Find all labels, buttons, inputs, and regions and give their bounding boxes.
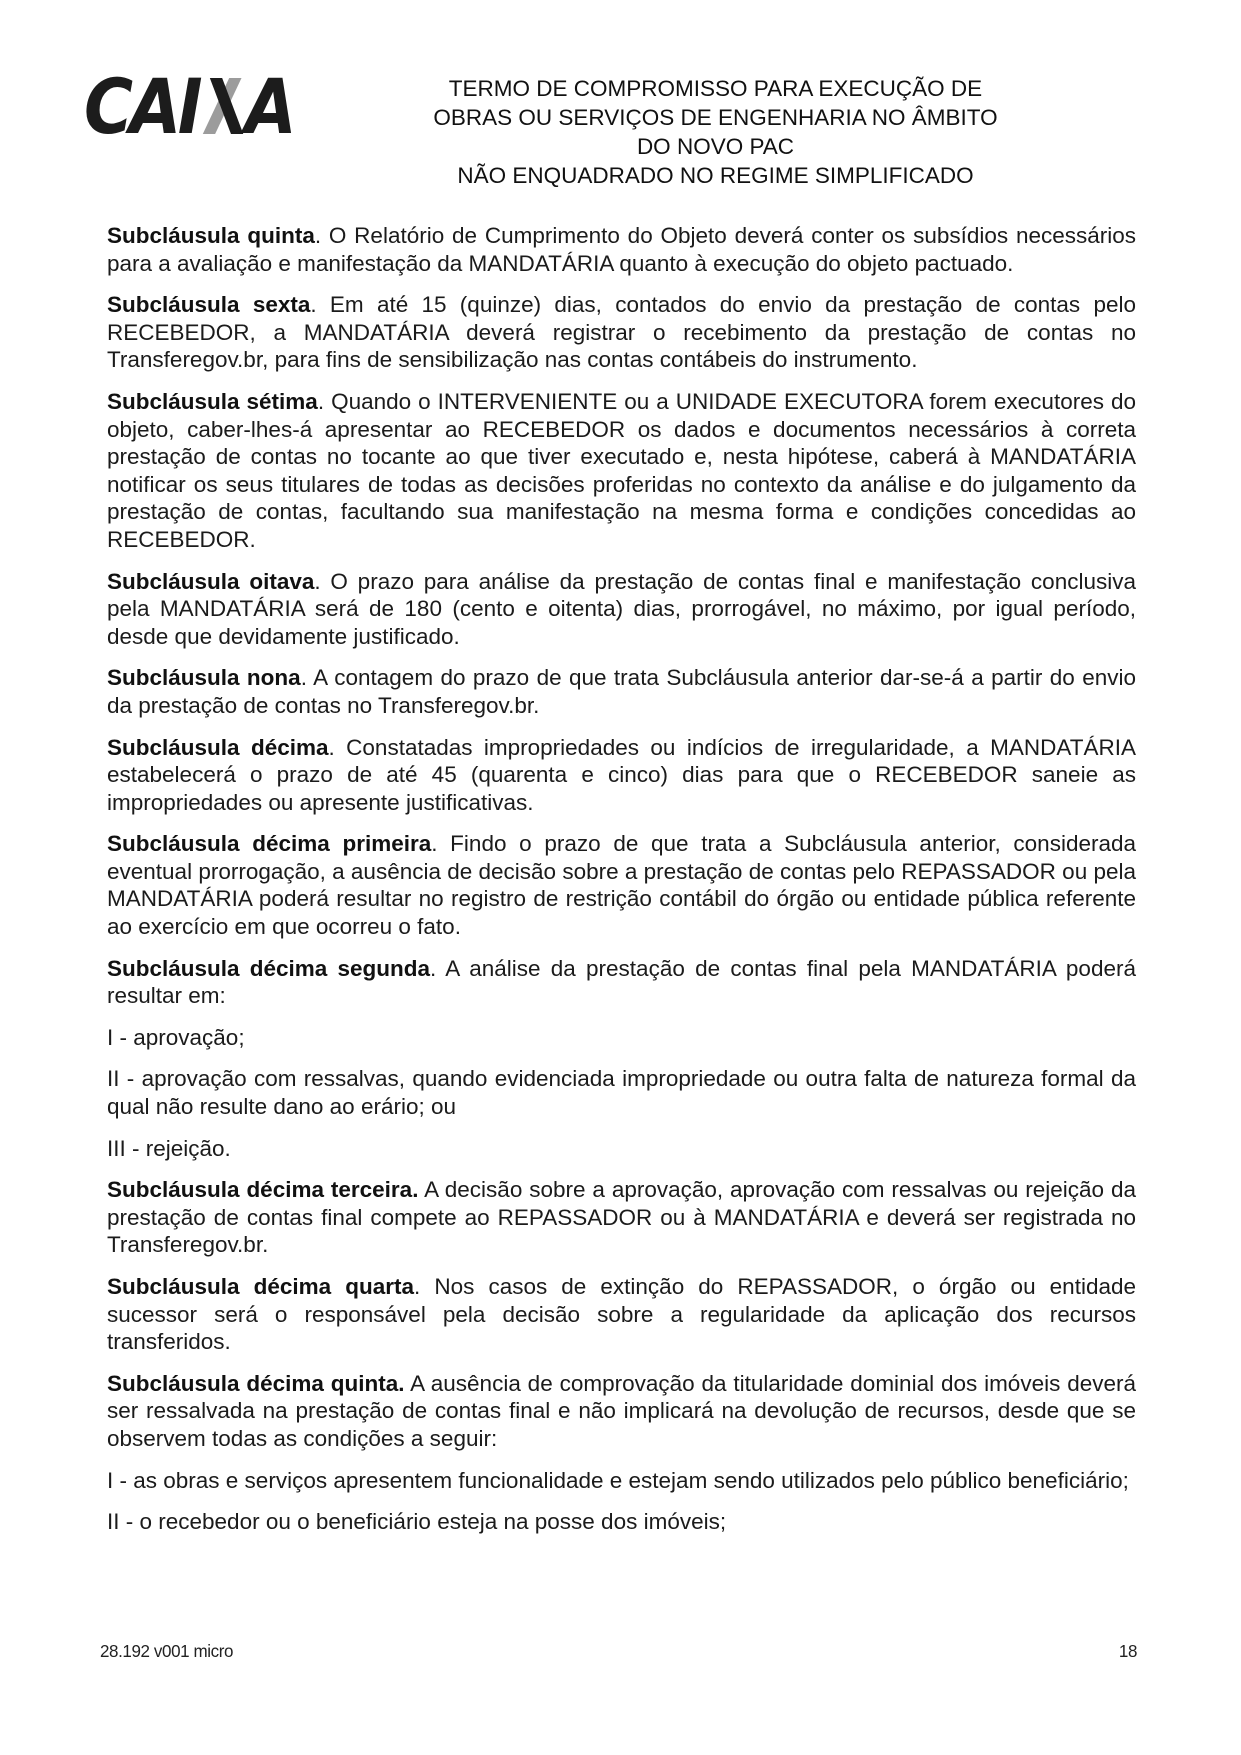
paragraph-label: Subcláusula décima <box>107 734 329 760</box>
paragraph-label: Subcláusula quinta <box>107 223 315 248</box>
paragraph: Subcláusula sexta. Em até 15 (quinze) dias, contados do envio da prestação de contas pelo RECEBEDOR, a MANDATÁRIA deverá registrar o recebimento da prestação de contas no Transferegov.br, para fins de sensibilização nas contas contábeis do instrumento. <box>107 292 1136 373</box>
paragraph-label: Subcláusula sétima <box>107 388 318 414</box>
paragraph-label: Subcláusula décima segunda <box>107 955 431 981</box>
paragraph: II - o recebedor ou o beneficiário esteja na posse dos imóveis; <box>107 1509 727 1535</box>
caixa-logo-prefix: CAI <box>84 62 200 151</box>
caixa-logo-suffix: A <box>244 62 294 151</box>
paragraph-label: Subcláusula sexta <box>107 292 311 318</box>
paragraph: II - aprovação com ressalvas, quando evidenciada impropriedade ou outra falta de natureza formal da qual não resulte dano ao erário; ou <box>107 1066 1136 1120</box>
paragraph: III - rejeição. <box>107 1135 231 1161</box>
paragraph: Subcláusula décima primeira. Findo o prazo de que trata a Subcláusula anterior, considerada eventual prorrogação, a ausência de decisão sobre a prestação de contas pelo REPASSADOR ou pela MANDATÁRIA poderá resultar no registro de restrição contábil do órgão ou entidade pública referente ao exercício em que ocorreu o fato. <box>107 831 1137 940</box>
page-header <box>0 62 1241 220</box>
paragraph-label: Subcláusula décima quarta <box>107 1274 415 1299</box>
title-line: TERMO DE COMPROMISSO PARA EXECUÇÃO DE <box>448 76 983 101</box>
paragraph: Subcláusula décima terceira. A decisão sobre a aprovação, aprovação com ressalvas ou rejeição da prestação de contas final compete ao REPASSADOR ou à MANDATÁRIA e deverá ser registrada no Transferegov.br. <box>107 1177 1136 1258</box>
paragraph: Subcláusula décima. Constatadas impropriedades ou indícios de irregularidade, a MANDATÁRIA estabelecerá o prazo de até 45 (quarenta e cinco) dias para que o RECEBEDOR saneie as impropriedades ou apresente justificativas. <box>107 734 1136 815</box>
paragraph-label: Subcláusula oitava <box>107 568 315 594</box>
page-number: 18 <box>1118 1641 1137 1662</box>
footer-version-label: 28.192 v001 micro <box>100 1641 234 1662</box>
paragraph: Subcláusula oitava. O prazo para análise da prestação de contas final e manifestação conclusiva pela MANDATÁRIA será de 180 (cento e oitenta) dias, prorrogável, no máximo, por igual período, desde que devidamente justificado. <box>107 568 1136 649</box>
paragraph: I - aprovação; <box>107 1024 245 1050</box>
paragraph: Subcláusula décima segunda. A análise da prestação de contas final pela MANDATÁRIA poderá resultar em: <box>107 955 1136 1009</box>
page-footer <box>100 1642 1137 1663</box>
paragraph: Subcláusula nona. A contagem do prazo de que trata Subcláusula anterior dar-se-á a partir do envio da prestação de contas no Transferegov.br. <box>107 665 1136 718</box>
title-line: OBRAS OU SERVIÇOS DE ENGENHARIA NO ÂMBITO <box>433 105 998 130</box>
title-line: NÃO ENQUADRADO NO REGIME SIMPLIFICADO <box>457 163 974 188</box>
paragraph-label: Subcláusula décima primeira <box>107 831 432 857</box>
paragraph: Subcláusula décima quinta. A ausência de comprovação da titularidade dominial dos imóveis deverá ser ressalvada na prestação de contas final e não implicará na devolução de recursos, desde que se observem todas as condições a seguir: <box>107 1370 1136 1451</box>
paragraph: I - as obras e serviços apresentem funcionalidade e estejam sendo utilizados pelo público beneficiário; <box>107 1467 1129 1493</box>
paragraph-label: Subcláusula nona <box>107 665 301 691</box>
paragraph-label: Subcláusula décima terceira. <box>107 1177 419 1203</box>
document-body <box>107 222 1136 1550</box>
paragraph: Subcláusula quinta. O Relatório de Cumprimento do Objeto deverá conter os subsídios necessários para a avaliação e manifestação da MANDATÁRIA quanto à execução do objeto pactuado. <box>107 223 1136 276</box>
paragraph: Subcláusula décima quarta. Nos casos de extinção do REPASSADOR, o órgão ou entidade sucessor será o responsável pela decisão sobre a regularidade da aplicação dos recursos transferidos. <box>107 1274 1136 1355</box>
paragraph: Subcláusula sétima. Quando o INTERVENIENTE ou a UNIDADE EXECUTORA forem executores do objeto, caber-lhes-á apresentar ao RECEBEDOR os dados e documentos necessários à correta prestação de contas no tocante ao que tiver executado e, nesta hipótese, caberá à MANDATÁRIA notificar os seus titulares de todas as decisões proferidas no contexto da análise e do julgamento da prestação de contas, facultando sua manifestação na mesma forma e condições concedidas ao RECEBEDOR. <box>107 388 1136 552</box>
document-title <box>230 74 1201 190</box>
paragraph-label: Subcláusula décima quinta. <box>107 1370 405 1396</box>
title-line: DO NOVO PAC <box>636 134 795 159</box>
